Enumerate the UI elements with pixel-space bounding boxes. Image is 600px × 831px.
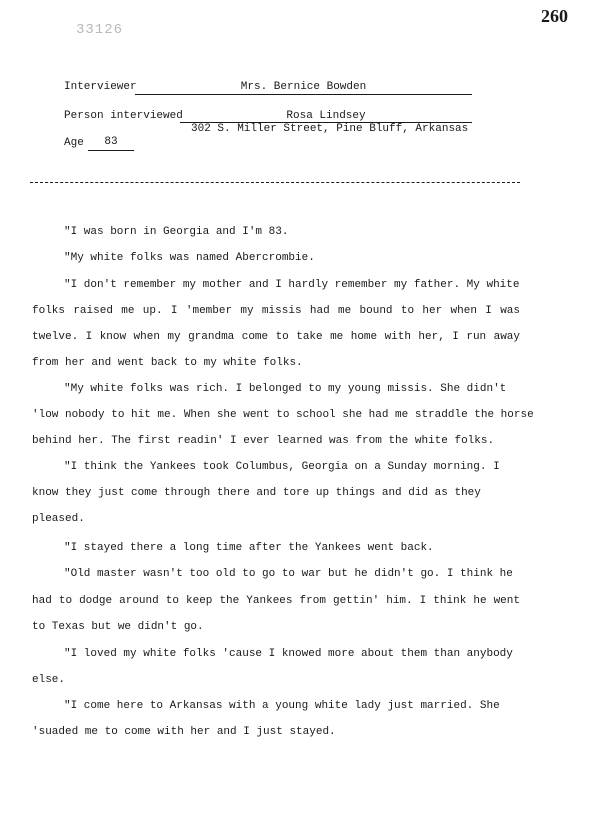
interviewer-name: Mrs. Bernice Bowden bbox=[240, 81, 367, 93]
age-rule bbox=[88, 150, 134, 151]
body-line: pleased. bbox=[32, 513, 85, 525]
body-line: folks raised me up. I 'member my missis had me bound to her when I was bbox=[32, 305, 520, 317]
archive-stamp: 33126 bbox=[76, 22, 124, 38]
body-line: "I come here to Arkansas with a young white lady just married. She bbox=[64, 700, 500, 712]
body-line: 'suaded me to come with her and I just stayed. bbox=[32, 726, 336, 738]
body-line: had to dodge around to keep the Yankees from gettin' him. I think he went bbox=[32, 595, 520, 607]
age-label: Age bbox=[64, 137, 84, 149]
body-line: "Old master wasn't too old to go to war but he didn't go. I think he bbox=[64, 568, 513, 580]
separator-dashes bbox=[30, 182, 520, 183]
body-line: twelve. I know when my grandma come to take me home with her, I run away bbox=[32, 331, 520, 343]
person-interviewed-name: Rosa Lindsey bbox=[286, 110, 366, 122]
body-line: know they just come through there and tore up things and did as they bbox=[32, 487, 481, 499]
body-line: from her and went back to my white folks. bbox=[32, 357, 303, 369]
body-line: "My white folks was named Abercrombie. bbox=[64, 252, 315, 264]
body-line: else. bbox=[32, 674, 66, 686]
body-line: "I don't remember my mother and I hardly remember my father. My white bbox=[64, 279, 520, 291]
body-line: "I think the Yankees took Columbus, Georgia on a Sunday morning. I bbox=[64, 461, 500, 473]
body-line: "I stayed there a long time after the Yankees went back. bbox=[64, 542, 434, 554]
address: 302 S. Miller Street, Pine Bluff, Arkansas bbox=[191, 123, 469, 135]
interviewer-rule bbox=[135, 94, 472, 95]
interviewer-label: Interviewer bbox=[64, 81, 137, 93]
body-line: "My white folks was rich. I belonged to my young missis. She didn't bbox=[64, 383, 507, 395]
body-line: 'low nobody to hit me. When she went to school she had me straddle the horse bbox=[32, 409, 534, 421]
body-line: to Texas but we didn't go. bbox=[32, 621, 204, 633]
body-line: "I loved my white folks 'cause I knowed more about them than anybody bbox=[64, 648, 513, 660]
person-interviewed-label: Person interviewed bbox=[64, 110, 183, 122]
page-number: 260 bbox=[541, 6, 568, 26]
body-line: behind her. The first readin' I ever learned was from the white folks. bbox=[32, 435, 495, 447]
body-line: "I was born in Georgia and I'm 83. bbox=[64, 226, 289, 238]
age-value: 83 bbox=[104, 136, 118, 148]
